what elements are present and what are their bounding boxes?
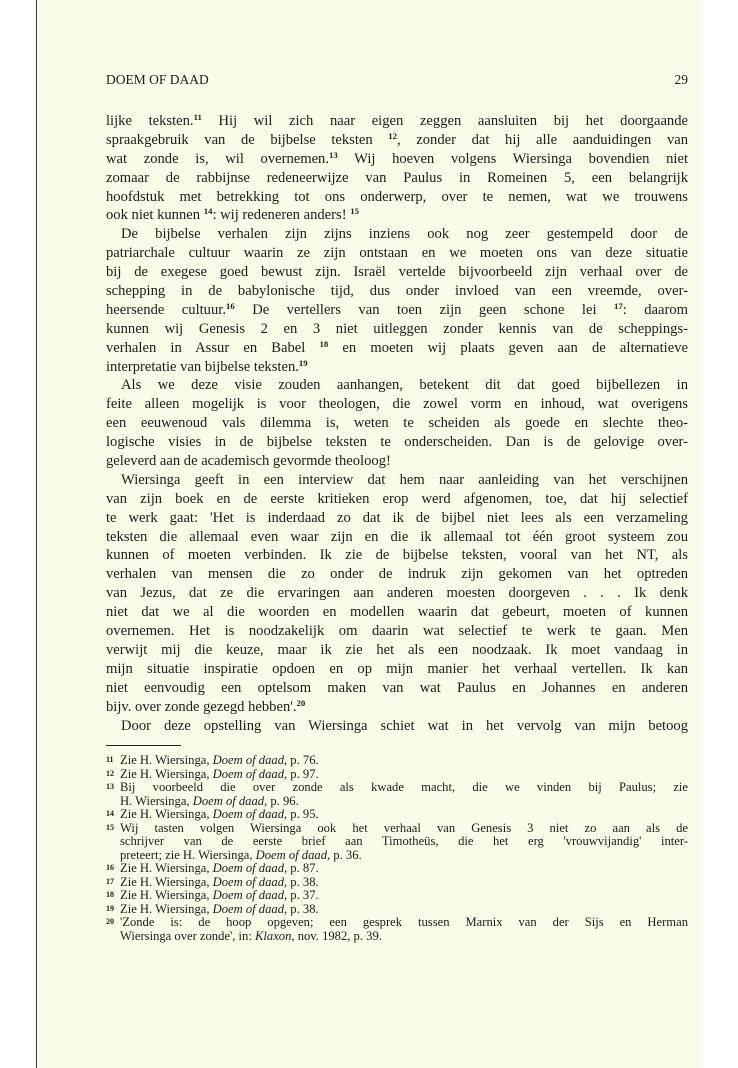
text-run: heersende cultuur. — [106, 301, 226, 318]
footnote — [106, 754, 688, 768]
footnote — [106, 876, 688, 890]
footnote-number: 19 — [106, 903, 114, 913]
footnote-number: 20 — [106, 917, 114, 926]
text-run: preteert; zie H. Wiersinga, — [120, 847, 256, 862]
footnote-line — [120, 862, 688, 876]
footnote-number: 14 — [106, 809, 114, 818]
footnote-line — [120, 889, 688, 903]
text-line — [106, 490, 688, 509]
italic-title: Doem of daad, — [212, 874, 288, 889]
footnote-line — [120, 849, 688, 863]
text-run: De bijbelse verhalen zijn zijns inziens ook nog zeer gestempeld door de — [121, 226, 688, 243]
footnote-reference: 18 — [319, 338, 329, 349]
text-run: spraakgebruik van de bijbelse teksten — [106, 131, 389, 148]
text-run: : wij redeneren anders! — [212, 207, 351, 224]
body-text — [106, 112, 688, 735]
text-line — [106, 546, 688, 565]
text-run: ook niet kunnen — [106, 207, 204, 224]
footnote-separator — [106, 745, 181, 746]
text-run: , zonder dat hij alle aanduidingen van — [397, 131, 689, 148]
text-run: Wij hoeven volgens Wiersinga bovendien niet — [337, 150, 689, 167]
text-run: bij de exegese goed bewust zijn. Israël vertelde bijvoorbeeld zijn verhaal over de — [106, 264, 688, 281]
text-run: , p. 36. — [327, 847, 362, 862]
text-line — [106, 263, 688, 282]
footnote-number: 18 — [106, 890, 114, 899]
text-run: p. 97. — [287, 766, 319, 781]
text-run: patriarchale cultuur waarin ze zijn ontstaan en we moeten ons van deze situatie — [106, 245, 688, 262]
footnote-reference: 19 — [298, 357, 308, 368]
text-run: , p. 96. — [264, 793, 299, 808]
footnote-reference: 16 — [225, 301, 235, 312]
text-run: Wij tasten volgen Wiersinga ook het verhaal van Genesis 3 niet zo aan als de — [120, 820, 688, 835]
text-run: verhalen in Assur en Babel — [106, 339, 320, 356]
text-run: Zie H. Wiersinga, — [120, 753, 213, 767]
paragraph — [106, 225, 688, 376]
footnotes — [106, 754, 688, 943]
text-line — [106, 169, 688, 188]
italic-title: Doem of daad — [255, 847, 327, 862]
text-run: lijke teksten. — [106, 113, 194, 129]
footnote-line — [120, 781, 688, 795]
text-run: niet eenvoudig een optelsom maken van wat Paulus en Johannes en anderen — [106, 679, 688, 696]
text-line — [106, 358, 688, 377]
footnote-reference: 14 — [203, 206, 213, 217]
footnote — [106, 781, 688, 808]
text-run: 'Zonde is: de hoop opgeven; een gesprek tussen Marnix van der Sijs en Herman — [120, 915, 688, 929]
italic-title: Doem of daad, — [212, 901, 288, 916]
text-run: p. 38. — [287, 874, 319, 889]
text-run: H. Wiersinga, — [120, 793, 193, 808]
text-line — [106, 509, 688, 528]
footnote-reference: 15 — [350, 206, 359, 217]
footnote-reference: 17 — [613, 301, 623, 312]
footnote-line — [120, 808, 688, 822]
text-run: schrijver van de eerste brief aan Timotheüs, die het erg 'vrouwvijandig' inter- — [120, 834, 688, 848]
text-run: logische visies in de bijbelse teksten te onderscheiden. Dan is de gelovige over- — [106, 434, 688, 451]
footnote-number: 16 — [106, 863, 114, 872]
text-run: : daarom — [622, 301, 688, 318]
text-run: p. 95. — [287, 807, 319, 821]
text-run: Zie H. Wiersinga, — [120, 807, 213, 821]
running-title: DOEM OF DAAD — [106, 72, 209, 87]
text-line — [106, 565, 688, 584]
text-run: overnemen. Het is noodzakelijk om daarin wat selectief te werk te gaan. Men — [106, 623, 688, 640]
text-line — [106, 282, 688, 301]
text-run: p. 76. — [287, 753, 319, 767]
text-run: zomaar de rabbijnse redeneerwijze van Paulus in Romeinen 5, een belangrijk — [106, 169, 688, 186]
text-line — [106, 452, 688, 471]
footnote-line — [120, 903, 688, 917]
text-line — [106, 150, 688, 169]
text-run: Zie H. Wiersinga, — [120, 901, 213, 916]
text-line — [106, 225, 688, 244]
text-run: kunnen of moeten verbinden. Ik zie de bijbelse teksten, vooral van het NT, als — [106, 547, 688, 564]
text-run: en moeten wij plaats geven aan de alternatieve — [328, 339, 688, 356]
text-run: Hij wil zich naar eigen zeggen aansluiten bij het doorgaande — [201, 113, 688, 129]
italic-title: Doem of daad — [192, 793, 265, 808]
text-line — [106, 698, 688, 717]
footnote — [106, 862, 688, 876]
text-line — [106, 528, 688, 547]
text-line — [106, 112, 688, 131]
text-run: verhalen van mensen die zo onder de indruk zijn gekomen van het optreden — [106, 566, 688, 583]
text-run: , nov. 1982, p. 39. — [291, 928, 382, 943]
text-line — [106, 131, 688, 150]
italic-title: Doem of daad, — [212, 861, 288, 875]
paragraph — [106, 717, 688, 736]
footnote-number: 17 — [106, 876, 114, 886]
footnote-number: 12 — [106, 768, 114, 778]
text-line — [106, 301, 688, 320]
footnote-reference: 12 — [388, 131, 398, 142]
text-run: verwijt mij die keuze, maar ik zie het als een noodzaak. Ik moet vandaag in — [106, 641, 688, 658]
text-run: Zie H. Wiersinga, — [120, 766, 213, 781]
text-run: p. 38. — [287, 901, 319, 916]
text-line — [106, 717, 688, 736]
text-run: Zie H. Wiersinga, — [120, 861, 213, 875]
footnote-reference: 13 — [329, 149, 338, 160]
text-line — [106, 679, 688, 698]
text-line — [106, 395, 688, 414]
paragraph — [106, 471, 688, 717]
text-line — [106, 433, 688, 452]
footnote-line — [120, 795, 688, 809]
footnote — [106, 903, 688, 917]
footnote-reference: 11 — [193, 112, 202, 123]
footnote-number: 11 — [106, 755, 114, 764]
text-line — [106, 376, 688, 395]
text-run: van zijn boek en de eerste kritieken erop werd afgenomen, toe, dat hij selectief — [106, 490, 688, 507]
footnote-line — [120, 822, 688, 836]
text-line — [106, 188, 688, 207]
text-line — [106, 414, 688, 433]
page-header — [106, 72, 688, 90]
page-number: 29 — [674, 72, 688, 87]
text-run: interpretatie van bijbelse teksten. — [106, 358, 299, 375]
footnote-line — [120, 768, 688, 782]
text-run: De vertellers van toen zijn geen schone lei — [234, 301, 614, 318]
text-line — [106, 622, 688, 641]
italic-title: Doem of daad, — [212, 807, 288, 821]
text-run: een eeuwenoud vals dilemma is, weten te scheiden als goede en slechte theo- — [106, 415, 688, 432]
text-line — [106, 641, 688, 660]
text-run: Bij voorbeeld die over zonde als kwade macht, die we vinden bij Paulus; zie — [120, 780, 688, 794]
text-run: teksten die allemaal even waar zijn en die ik allemaal tot één groot systeem zou — [106, 528, 688, 545]
footnote — [106, 768, 688, 782]
text-run: geleverd aan de academisch gevormde theoloog! — [106, 453, 391, 470]
text-run: wat zonde is, wil overnemen. — [106, 150, 330, 167]
footnote-line — [120, 754, 688, 768]
text-line — [106, 471, 688, 490]
footnote-number: 13 — [106, 782, 114, 791]
text-run: bijv. over zonde gezegd hebben'. — [106, 698, 297, 715]
text-run: mijn situatie inspiratie opdoen en op mijn manier het verhaal vertellen. Ik kan — [106, 660, 688, 677]
italic-title: Klaxon — [255, 928, 292, 943]
footnote — [106, 916, 688, 943]
text-run: feite alleen mogelijk is voor theologen, die zowel vorm en inhoud, wat overigens — [106, 396, 688, 413]
footnote-line — [120, 835, 688, 849]
text-run: kunnen wij Genesis 2 en 3 niet uitleggen zonder kennis van de scheppings- — [106, 320, 688, 337]
text-run: Wiersinga over zonde', in: — [120, 928, 256, 943]
paragraph — [106, 112, 688, 225]
text-run: Wiersinga geeft in een interview dat hem naar aanleiding van het verschijnen — [121, 471, 688, 488]
text-run: p. 37. — [287, 888, 319, 902]
footnote — [106, 822, 688, 863]
text-run: schepping in de babylonische tijd, dus onder invloed van een vreemde, over- — [106, 283, 688, 300]
text-line — [106, 584, 688, 603]
footnote-line — [120, 916, 688, 930]
text-run: hoofdstuk met betrekking tot ons onderwerp, over te nemen, wat we trouwens — [106, 188, 688, 205]
text-line — [106, 660, 688, 679]
text-line — [106, 320, 688, 339]
footnote-line — [120, 930, 688, 944]
italic-title: Doem of daad, — [212, 766, 288, 781]
text-run: Zie H. Wiersinga, — [120, 888, 213, 902]
text-run: niet dat we al die woorden en modellen waarin dat gebeurt, moeten of kunnen — [106, 604, 688, 621]
text-line — [106, 339, 688, 358]
text-run: te werk gaat: 'Het is inderdaad zo dat ik de bijbel niet lees als een verzameling — [106, 509, 688, 526]
italic-title: Doem of daad, — [212, 753, 288, 767]
footnote — [106, 889, 688, 903]
footnote-line — [120, 876, 688, 890]
text-line — [106, 244, 688, 263]
text-line — [106, 206, 688, 225]
text-line — [106, 603, 688, 622]
text-run: Door deze opstelling van Wiersinga schiet wat in het vervolg van mijn betoog — [121, 717, 688, 734]
text-run: van Jezus, dat ze die ervaringen aan anderen moesten doorgeven . . . Ik denk — [106, 585, 688, 602]
paragraph — [106, 376, 688, 470]
text-run: Als we deze visie zouden aanhangen, betekent dit dat goed bijbellezen in — [121, 377, 688, 394]
footnote-reference: 20 — [296, 697, 306, 708]
text-run: p. 87. — [287, 861, 319, 875]
footnote — [106, 808, 688, 822]
footnote-number: 15 — [106, 822, 114, 832]
italic-title: Doem of daad, — [212, 888, 288, 902]
text-run: Zie H. Wiersinga, — [120, 874, 213, 889]
